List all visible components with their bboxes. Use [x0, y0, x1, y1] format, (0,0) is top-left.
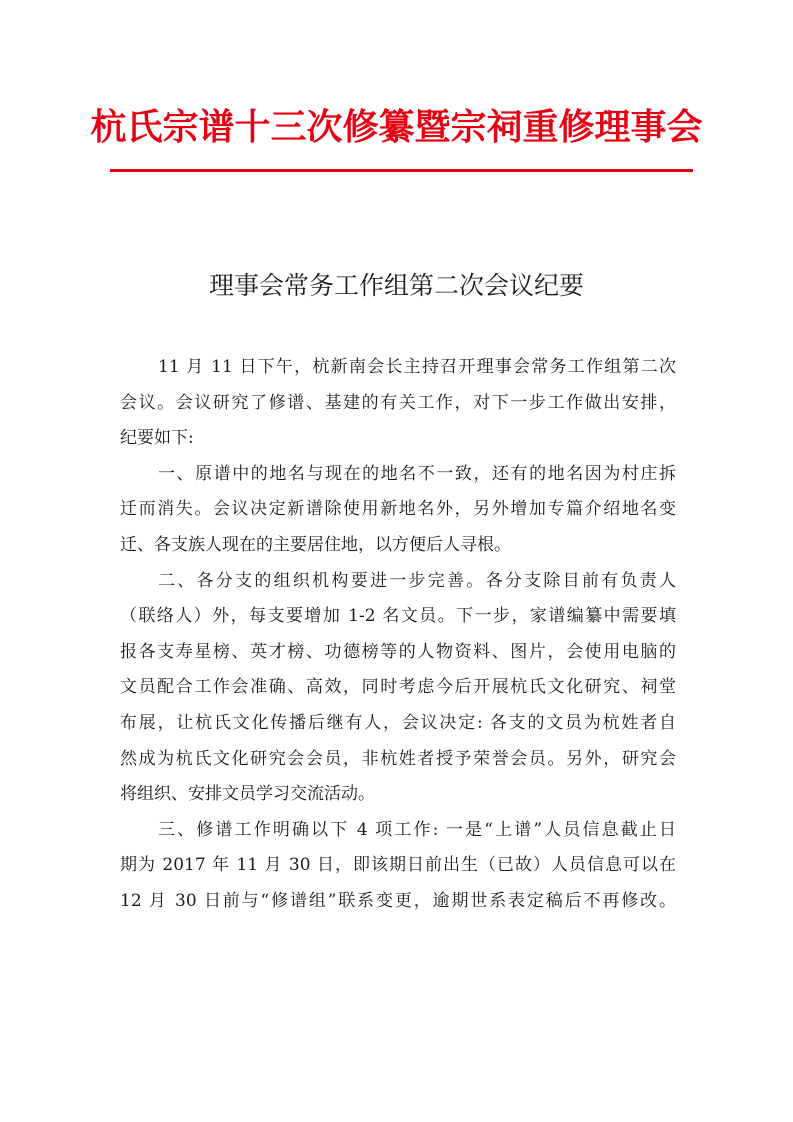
body-line-5: 迁而消失。会议决定新谱除使用新地名外，另外增加专篇介绍地名变: [120, 499, 676, 520]
body-line-6: 迁、各支族人现在的主要居住地，以方便后人寻根。: [120, 534, 511, 555]
body-line-2: 会议。会议研究了修谱、基建的有关工作，对下一步工作做出安排，: [120, 392, 676, 413]
body-line-14: 三、修谱工作明确以下 4 项工作: 一是“上谱”人员信息截止日: [158, 819, 676, 840]
body-line-10: 文员配合工作会准确、高效，同时考虑今后开展杭氏文化研究、祠堂: [120, 677, 676, 698]
body-line-9: 报各支寿星榜、英才榜、功德榜等的人物资料、图片，会使用电脑的: [120, 641, 676, 662]
body-line-1: 11 月 11 日下午，杭新南会长主持召开理事会常务工作组第二次: [158, 357, 676, 377]
body-line-11: 布展，让杭氏文化传播后继有人，会议决定: 各支的文员为杭姓者自: [120, 712, 676, 733]
body-line-8: （联络人）外，每支要增加 1-2 名文员。下一步，家谱编纂中需要填: [120, 606, 676, 627]
organization-title: 杭氏宗谱十三次修纂暨宗祠重修理事会: [90, 107, 703, 148]
red-header-rule: [110, 169, 693, 172]
body-line-7: 二、各分支的组织机构要进一步完善。各分支除目前有负责人: [158, 570, 676, 591]
body-line-16: 12 月 30 日前与“修谱组”联系变更，逾期世系表定稿后不再修改。: [120, 890, 676, 911]
body-line-4: 一、原谱中的地名与现在的地名不一致，还有的地名因为村庄拆: [158, 463, 676, 484]
body-line-12: 然成为杭氏文化研究会会员，非杭姓者授予荣誉会员。另外，研究会: [120, 748, 676, 769]
document-body: [120, 350, 676, 920]
body-line-13: 将组织、安排文员学习交流活动。: [120, 784, 375, 805]
body-line-3: 纪要如下:: [120, 428, 194, 449]
document-title: 理事会常务工作组第二次会议纪要: [208, 271, 584, 300]
body-line-15: 期为 2017 年 11 月 30 日，即该期日前出生（已故）人员信息可以在: [120, 855, 676, 876]
